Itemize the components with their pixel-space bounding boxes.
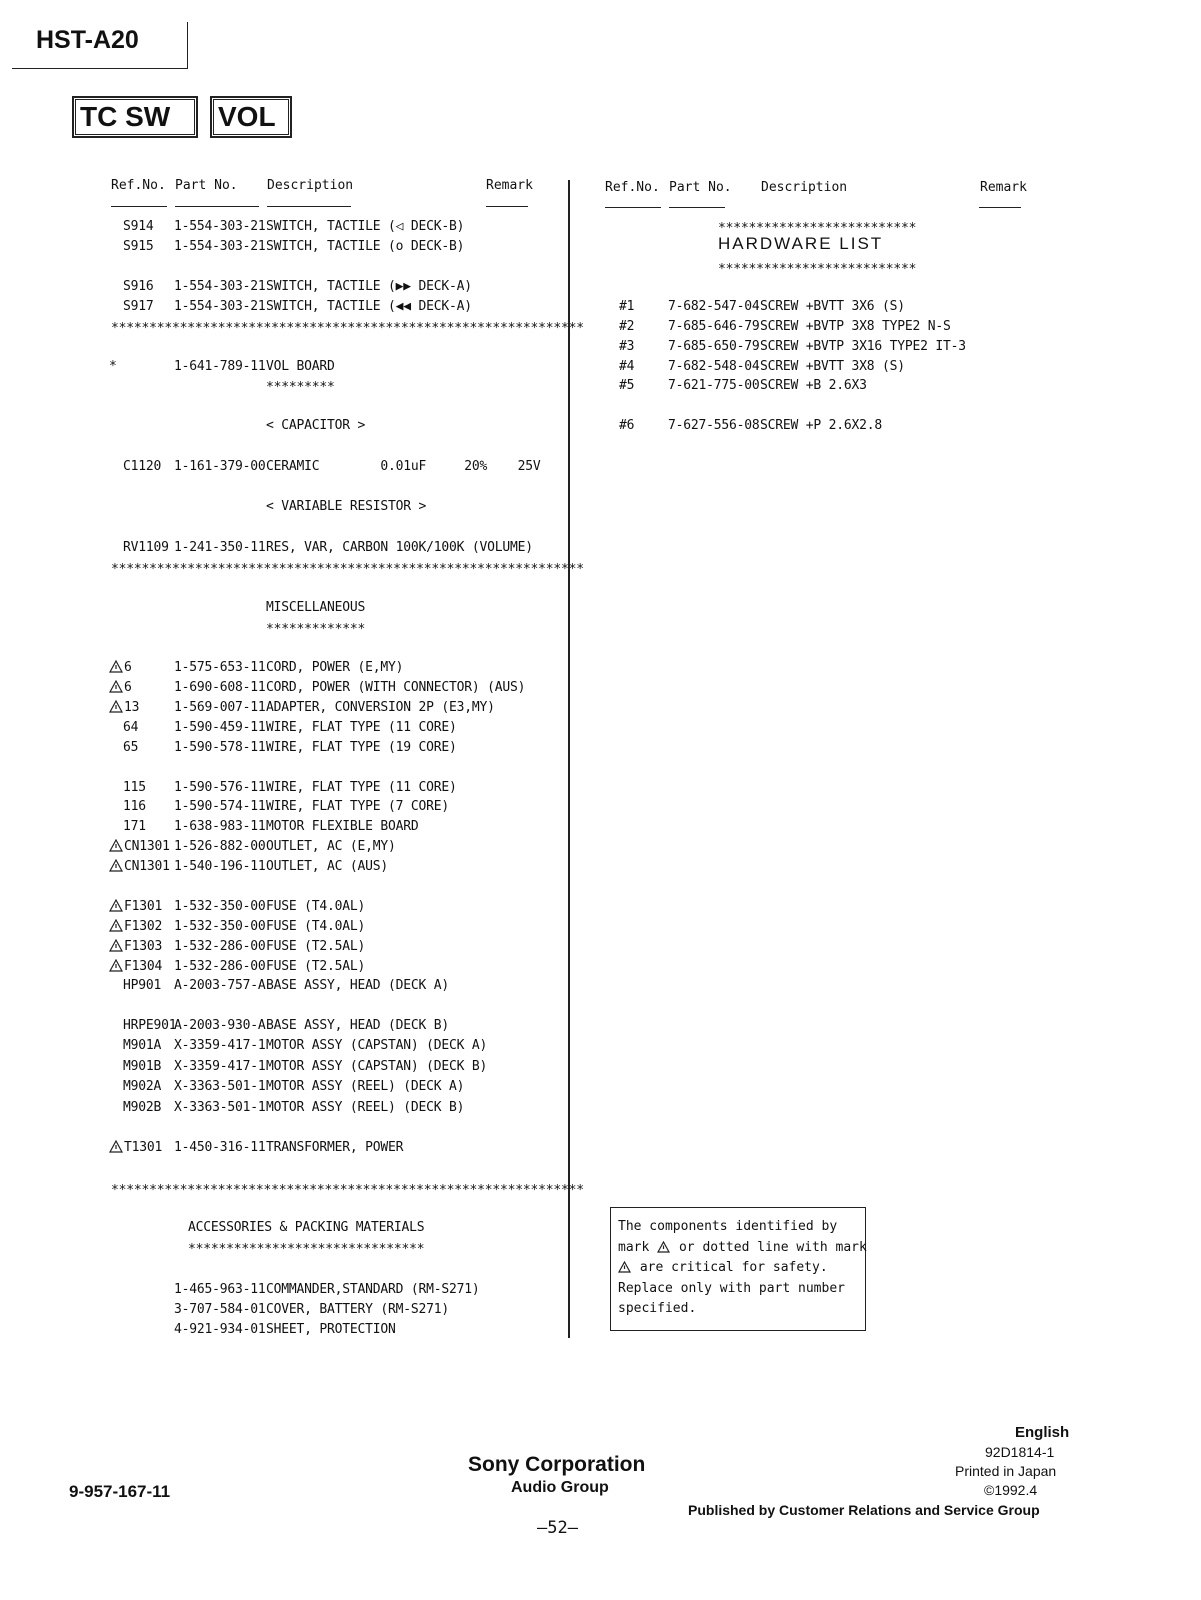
description: MOTOR ASSY (CAPSTAN) (DECK A) bbox=[266, 1038, 488, 1053]
underline bbox=[979, 207, 1021, 208]
part-no: 1-532-350-00 bbox=[174, 919, 266, 934]
part-no: 1-532-286-00 bbox=[174, 959, 266, 974]
description: OUTLET, AC (AUS) bbox=[266, 859, 389, 874]
ref-no: 6 bbox=[109, 678, 132, 698]
underline bbox=[111, 206, 167, 207]
part-no: X-3363-501-1 bbox=[174, 1079, 266, 1094]
language: English bbox=[1015, 1424, 1070, 1441]
underline bbox=[267, 206, 351, 207]
left-header-part: Part No. bbox=[175, 178, 238, 193]
stars-text: ************************************************************** bbox=[111, 562, 584, 577]
notice-line: are critical for safety. bbox=[618, 1258, 867, 1279]
description: SCREW +B 2.6X3 bbox=[760, 378, 867, 393]
ref-no: HP901 bbox=[123, 978, 162, 993]
part-no: A-2003-930-A bbox=[174, 1018, 266, 1033]
section-tab-tc-sw: TC SW bbox=[72, 96, 198, 138]
safety-notice bbox=[618, 1217, 867, 1320]
warning-icon bbox=[109, 700, 123, 713]
description: SHEET, PROTECTION bbox=[266, 1322, 396, 1337]
part-no: X-3359-417-1 bbox=[174, 1059, 266, 1074]
document-number: 9-957-167-11 bbox=[69, 1482, 171, 1501]
part-no: 1-569-007-11 bbox=[174, 700, 266, 715]
description: COMMANDER,STANDARD (RM-S271) bbox=[266, 1282, 480, 1297]
description: SCREW +BVTT 3X8 (S) bbox=[760, 359, 905, 374]
left-header-ref: Ref.No. bbox=[111, 178, 166, 193]
description: WIRE, FLAT TYPE (7 CORE) bbox=[266, 799, 450, 814]
ref-no: #4 bbox=[619, 359, 635, 374]
ref-no: #5 bbox=[619, 378, 635, 393]
warning-icon bbox=[618, 1261, 631, 1273]
description: MOTOR ASSY (CAPSTAN) (DECK B) bbox=[266, 1059, 488, 1074]
ref-no: #3 bbox=[619, 339, 635, 354]
description: FUSE (T2.5AL) bbox=[266, 959, 366, 974]
part-no: 4-921-934-01 bbox=[174, 1322, 266, 1337]
hardware-stars-bottom: ************************** bbox=[718, 262, 917, 277]
warning-icon bbox=[109, 919, 123, 932]
part-no: 1-575-653-11 bbox=[174, 660, 266, 675]
description: MOTOR ASSY (REEL) (DECK B) bbox=[266, 1100, 465, 1115]
ref-no: F1303 bbox=[109, 937, 162, 957]
ref-no: C1120 bbox=[123, 459, 162, 474]
warning-icon bbox=[657, 1241, 670, 1253]
company-group: Audio Group bbox=[511, 1479, 609, 1496]
part-no: 1-690-608-11 bbox=[174, 680, 266, 695]
warning-icon bbox=[109, 899, 123, 912]
notice-line: specified. bbox=[618, 1301, 697, 1316]
heading-text: < CAPACITOR > bbox=[266, 418, 366, 433]
description: CORD, POWER (WITH CONNECTOR) (AUS) bbox=[266, 680, 526, 695]
publisher: Published by Customer Relations and Service Group bbox=[688, 1502, 1040, 1518]
description: SWITCH, TACTILE (o DECK-B) bbox=[266, 239, 465, 254]
warning-icon bbox=[109, 1140, 123, 1153]
ref-no: 6 bbox=[109, 658, 132, 678]
ref-no: 171 bbox=[123, 819, 146, 834]
ref-no: #6 bbox=[619, 418, 635, 433]
warning-icon bbox=[109, 680, 123, 693]
ref-no: T1301 bbox=[109, 1138, 162, 1158]
description: SCREW +BVTT 3X6 (S) bbox=[760, 299, 905, 314]
hardware-list-title: HARDWARE LIST bbox=[718, 234, 884, 253]
ref-no: HRPE901 bbox=[123, 1018, 177, 1033]
ref-no: S917 bbox=[123, 299, 154, 314]
ref-no: M901B bbox=[123, 1059, 162, 1074]
warning-icon bbox=[109, 959, 123, 972]
underline bbox=[605, 207, 661, 208]
description: SCREW +P 2.6X2.8 bbox=[760, 418, 883, 433]
part-no: 1-554-303-21 bbox=[174, 219, 266, 234]
warning-icon bbox=[109, 859, 123, 872]
stars-text: ************************************************************** bbox=[111, 321, 584, 336]
ref-no: 115 bbox=[123, 780, 146, 795]
stars-text: ******************************* bbox=[188, 1242, 425, 1257]
description: TRANSFORMER, POWER bbox=[266, 1140, 404, 1155]
part-no: 1-554-303-21 bbox=[174, 279, 266, 294]
part-no: 1-590-578-11 bbox=[174, 740, 266, 755]
part-no: 7-685-646-79 bbox=[668, 319, 760, 334]
description: CORD, POWER (E,MY) bbox=[266, 660, 404, 675]
ref-no: M901A bbox=[123, 1038, 162, 1053]
part-no: 1-532-286-00 bbox=[174, 939, 266, 954]
column-divider bbox=[568, 180, 570, 1338]
right-header-part: Part No. bbox=[669, 180, 732, 195]
left-header-desc: Description bbox=[267, 178, 354, 193]
description: CERAMIC 0.01uF 20% 25V bbox=[266, 459, 541, 474]
part-no: 1-465-963-11 bbox=[174, 1282, 266, 1297]
underline bbox=[669, 207, 725, 208]
heading-text: < VARIABLE RESISTOR > bbox=[266, 499, 427, 514]
heading-text: MISCELLANEOUS bbox=[266, 600, 366, 615]
part-no: 1-638-983-11 bbox=[174, 819, 266, 834]
description: WIRE, FLAT TYPE (11 CORE) bbox=[266, 720, 457, 735]
part-no: 7-685-650-79 bbox=[668, 339, 760, 354]
underline bbox=[486, 206, 528, 207]
part-no: X-3363-501-1 bbox=[174, 1100, 266, 1115]
description: ADAPTER, CONVERSION 2P (E3,MY) bbox=[266, 700, 495, 715]
part-no: 1-241-350-11 bbox=[174, 540, 266, 555]
part-no: 1-590-459-11 bbox=[174, 720, 266, 735]
copyright: ©1992.4 bbox=[984, 1482, 1038, 1498]
notice-line: mark or dotted line with mark bbox=[618, 1239, 867, 1255]
ref-no: CN1301 bbox=[109, 837, 170, 857]
part-no: A-2003-757-A bbox=[174, 978, 266, 993]
description: SWITCH, TACTILE (◁ DECK-B) bbox=[266, 219, 465, 234]
description: WIRE, FLAT TYPE (19 CORE) bbox=[266, 740, 457, 755]
description: SCREW +BVTP 3X16 TYPE2 IT-3 bbox=[760, 339, 966, 354]
part-no: 1-590-574-11 bbox=[174, 799, 266, 814]
description: VOL BOARD bbox=[266, 359, 335, 374]
right-header-ref: Ref.No. bbox=[605, 180, 660, 195]
stars-text: ********* bbox=[266, 380, 335, 395]
ref-no: RV1109 bbox=[123, 540, 169, 555]
ref-no: M902B bbox=[123, 1100, 162, 1115]
ref-no: #1 bbox=[619, 299, 635, 314]
ref-no: F1304 bbox=[109, 957, 162, 977]
hardware-stars-top: ************************** bbox=[718, 221, 917, 236]
part-no: 1-641-789-11 bbox=[174, 359, 266, 374]
description: SCREW +BVTP 3X8 TYPE2 N-S bbox=[760, 319, 951, 334]
ref-no: 13 bbox=[109, 698, 139, 718]
part-no: 1-554-303-21 bbox=[174, 239, 266, 254]
page-number: —52— bbox=[537, 1518, 578, 1538]
description: FUSE (T2.5AL) bbox=[266, 939, 366, 954]
ref-no: S914 bbox=[123, 219, 154, 234]
stars-text: ************* bbox=[266, 622, 366, 637]
description: RES, VAR, CARBON 100K/100K (VOLUME) bbox=[266, 540, 533, 555]
ref-no: M902A bbox=[123, 1079, 162, 1094]
left-header-remark: Remark bbox=[486, 178, 533, 193]
description: SWITCH, TACTILE (▶▶ DECK-A) bbox=[266, 279, 472, 294]
warning-icon bbox=[109, 839, 123, 852]
section-tab-vol: VOL bbox=[210, 96, 292, 138]
underline bbox=[175, 206, 259, 207]
ref-no: * bbox=[109, 359, 117, 374]
description: MOTOR ASSY (REEL) (DECK A) bbox=[266, 1079, 465, 1094]
part-no: X-3359-417-1 bbox=[174, 1038, 266, 1053]
ref-no: CN1301 bbox=[109, 857, 170, 877]
ref-no: 64 bbox=[123, 720, 139, 735]
part-no: 7-627-556-08 bbox=[668, 418, 760, 433]
ref-no: F1302 bbox=[109, 917, 162, 937]
part-no: 1-554-303-21 bbox=[174, 299, 266, 314]
model-title: HST-A20 bbox=[36, 26, 139, 54]
description: SWITCH, TACTILE (◀◀ DECK-A) bbox=[266, 299, 472, 314]
ref-no: #2 bbox=[619, 319, 635, 334]
description: WIRE, FLAT TYPE (11 CORE) bbox=[266, 780, 457, 795]
stars-text: ************************************************************** bbox=[111, 1183, 584, 1198]
part-no: 1-532-350-00 bbox=[174, 899, 266, 914]
description: FUSE (T4.0AL) bbox=[266, 899, 366, 914]
part-no: 7-621-775-00 bbox=[668, 378, 760, 393]
description: BASE ASSY, HEAD (DECK B) bbox=[266, 1018, 450, 1033]
right-header-remark: Remark bbox=[980, 180, 1027, 195]
part-no: 1-526-882-00 bbox=[174, 839, 266, 854]
right-header-desc: Description bbox=[761, 180, 848, 195]
part-no: 1-450-316-11 bbox=[174, 1140, 266, 1155]
printed-in: Printed in Japan bbox=[955, 1463, 1057, 1479]
part-no: 1-590-576-11 bbox=[174, 780, 266, 795]
part-no: 1-161-379-00 bbox=[174, 459, 266, 474]
warning-icon bbox=[109, 660, 123, 673]
notice-line: Replace only with part number bbox=[618, 1280, 845, 1296]
description: FUSE (T4.0AL) bbox=[266, 919, 366, 934]
part-no: 1-540-196-11 bbox=[174, 859, 266, 874]
ref-no: S915 bbox=[123, 239, 154, 254]
part-no: 7-682-547-04 bbox=[668, 299, 760, 314]
company-name: Sony Corporation bbox=[468, 1453, 646, 1476]
description: BASE ASSY, HEAD (DECK A) bbox=[266, 978, 450, 993]
description: OUTLET, AC (E,MY) bbox=[266, 839, 396, 854]
ref-no: S916 bbox=[123, 279, 154, 294]
notice-line: The components identified by bbox=[618, 1219, 838, 1234]
description: COVER, BATTERY (RM-S271) bbox=[266, 1302, 450, 1317]
part-no: 3-707-584-01 bbox=[174, 1302, 266, 1317]
part-no: 7-682-548-04 bbox=[668, 359, 760, 374]
print-code: 92D1814-1 bbox=[985, 1444, 1055, 1460]
ref-no: 116 bbox=[123, 799, 146, 814]
ref-no: 65 bbox=[123, 740, 139, 755]
warning-icon bbox=[109, 939, 123, 952]
heading-text: ACCESSORIES & PACKING MATERIALS bbox=[188, 1220, 425, 1235]
description: MOTOR FLEXIBLE BOARD bbox=[266, 819, 419, 834]
ref-no: F1301 bbox=[109, 897, 162, 917]
